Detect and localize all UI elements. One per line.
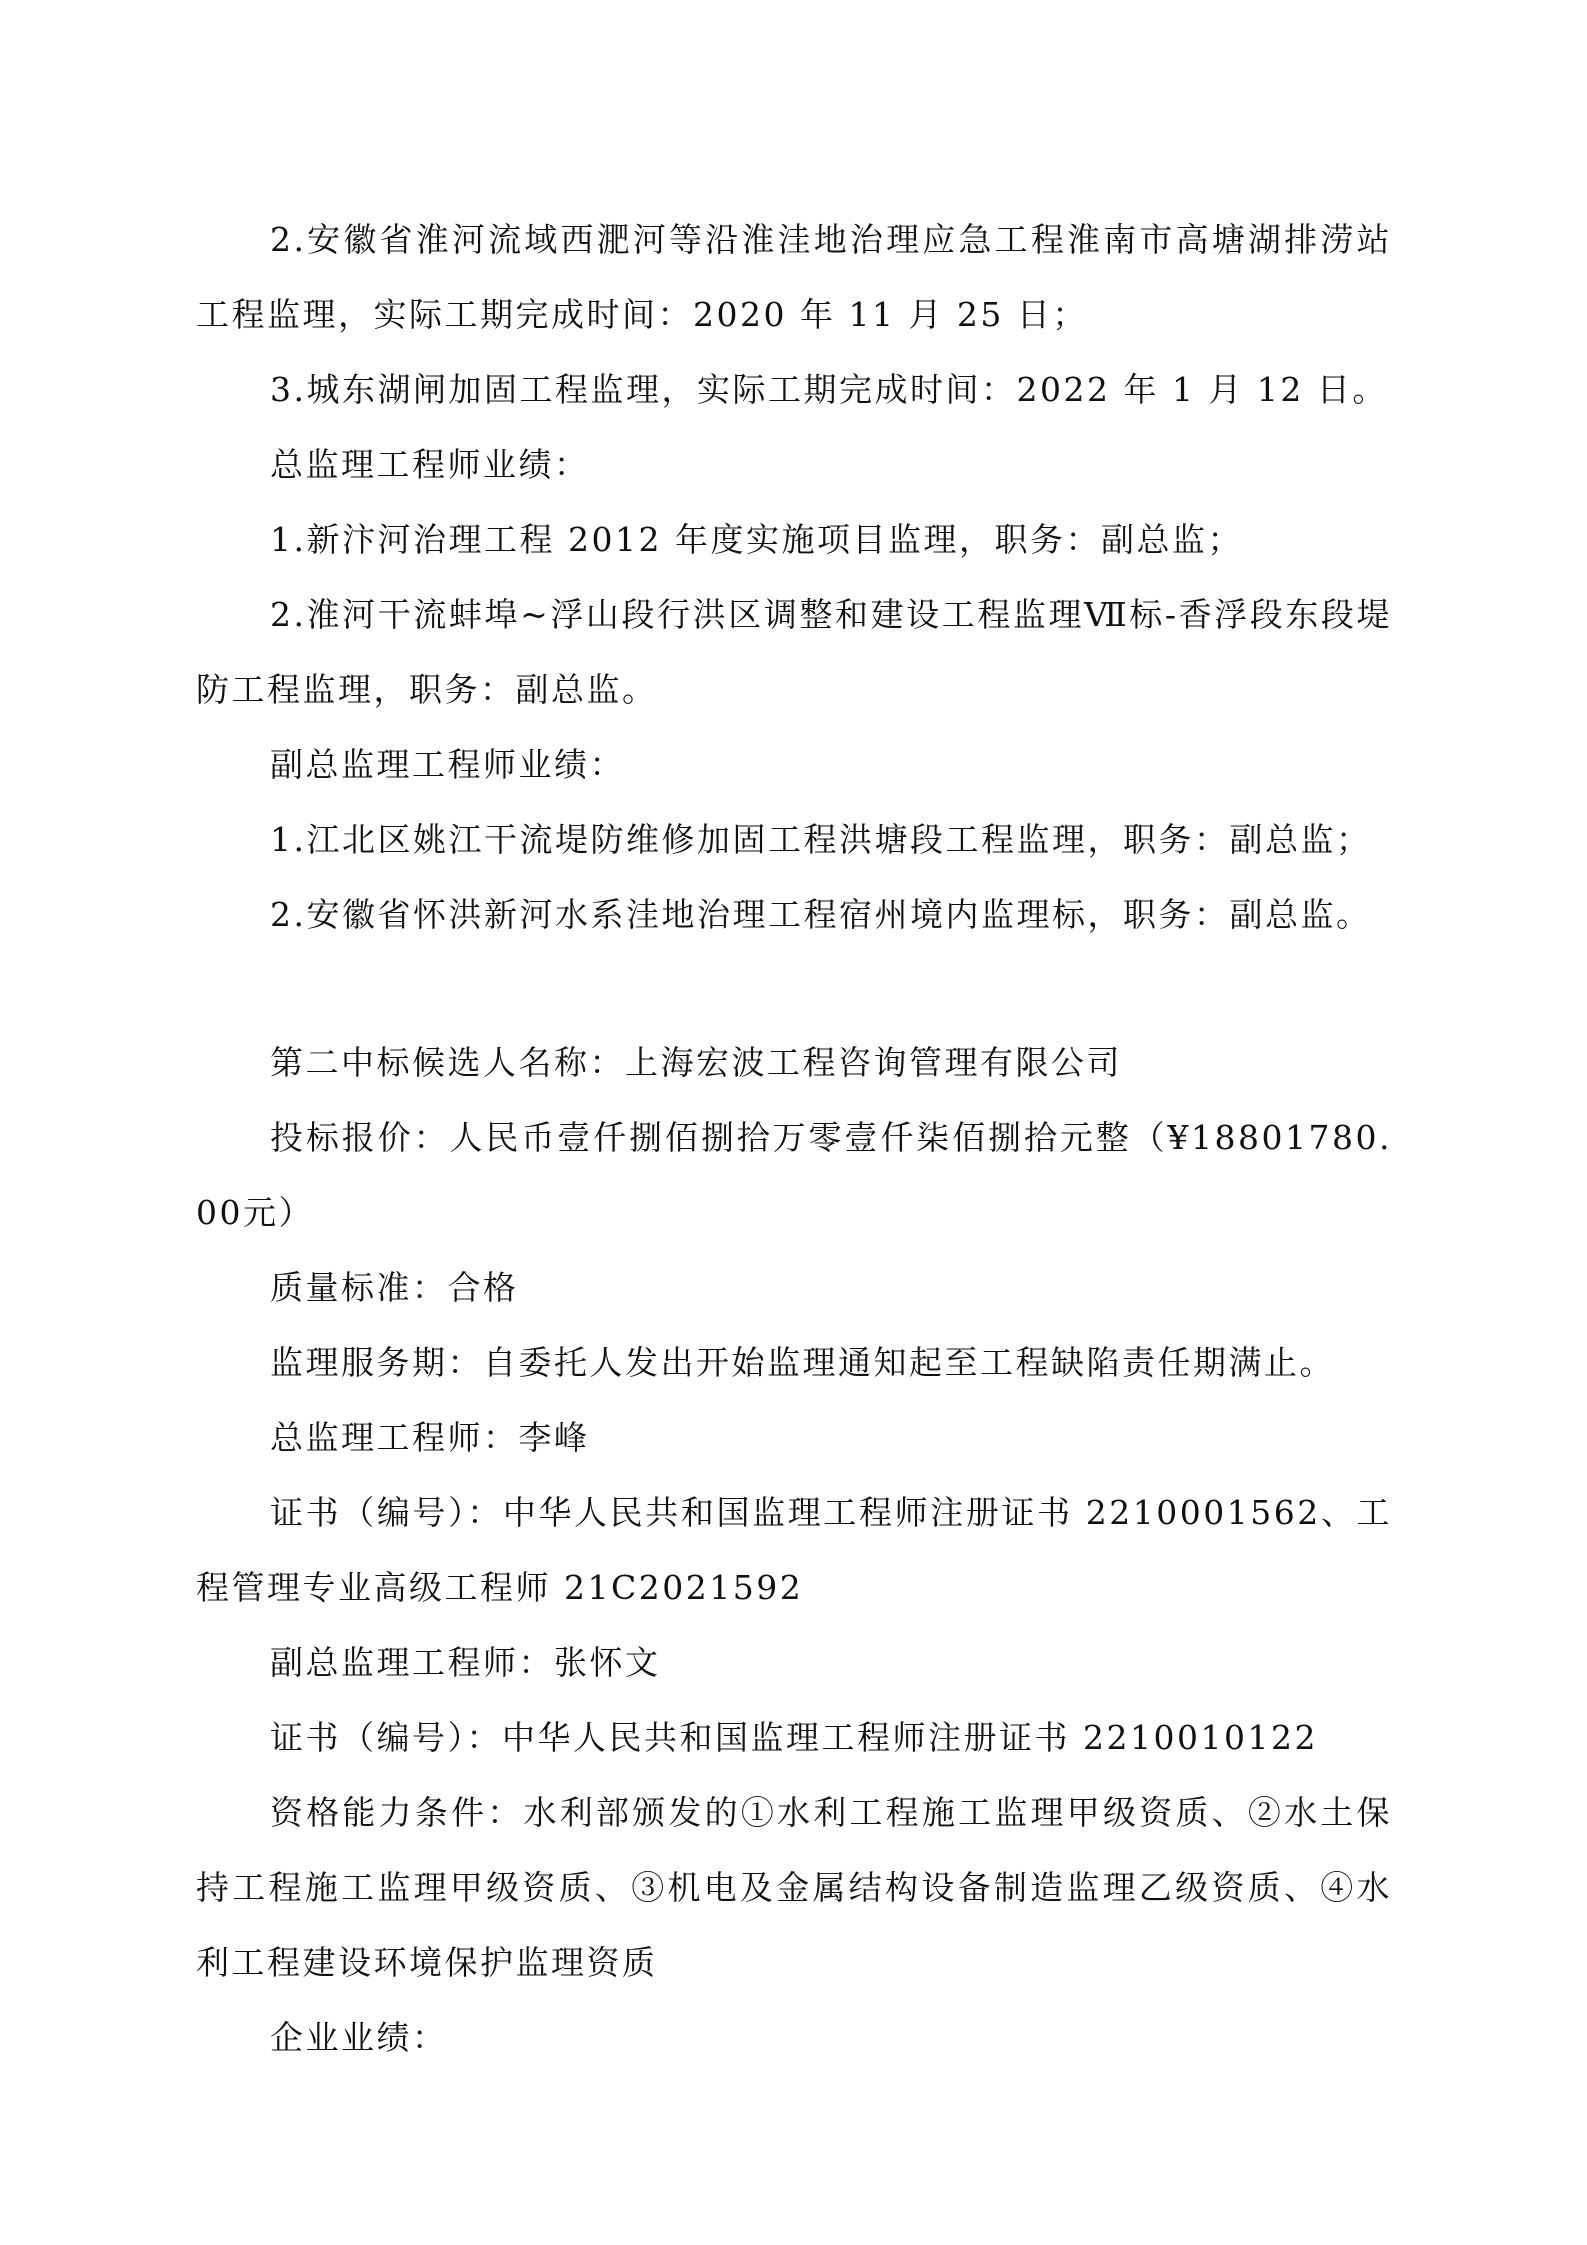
paragraph-second-candidate-name: 第二中标候选人名称：上海宏波工程咨询管理有限公司 bbox=[270, 1043, 1122, 1082]
heading-company-performance: 企业业绩： bbox=[270, 2018, 448, 2057]
paragraph-chief-supervisor: 总监理工程师：李峰 bbox=[270, 1418, 590, 1457]
paragraph-qualification: 资格能力条件：水利部颁发的①水利工程施工监理甲级资质、②水土保持工程施工监理甲级资质、③机电及金属结构设备制造监理乙级资质、④水利工程建设环境保护监理资质 bbox=[196, 1793, 1392, 1982]
heading-chief-supervisor-performance: 总监理工程师业绩： bbox=[270, 445, 590, 484]
paragraph-quality-standard: 质量标准：合格 bbox=[270, 1268, 519, 1307]
paragraph-deputy-certificate: 证书（编号）：中华人民共和国监理工程师注册证书 2210010122 bbox=[270, 1718, 1318, 1757]
heading-deputy-supervisor-performance: 副总监理工程师业绩： bbox=[270, 745, 625, 784]
paragraph-performance-3: 3.城东湖闸加固工程监理，实际工期完成时间：2022 年 1 月 12 日。 bbox=[270, 370, 1388, 409]
paragraph-chief-performance-2: 2.淮河干流蚌埠~浮山段行洪区调整和建设工程监理Ⅶ标-香浮段东段堤防工程监理，职务：副总监。 bbox=[196, 595, 1392, 709]
paragraph-deputy-supervisor: 副总监理工程师：张怀文 bbox=[270, 1643, 661, 1682]
paragraph-chief-certificate: 证书（编号）：中华人民共和国监理工程师注册证书 2210001562、工程管理专业高级工程师 21C2021592 bbox=[196, 1493, 1392, 1607]
paragraph-bid-price: 投标报价：人民币壹仟捌佰捌拾万零壹仟柒佰捌拾元整（¥18801780.00元） bbox=[196, 1118, 1392, 1232]
paragraph-deputy-performance-1: 1.江北区姚江干流堤防维修加固工程洪塘段工程监理，职务：副总监； bbox=[270, 820, 1372, 859]
paragraph-performance-2: 2.安徽省淮河流域西淝河等沿淮洼地治理应急工程淮南市高塘湖排涝站工程监理，实际工期完成时间：2020 年 11 月 25 日； bbox=[196, 220, 1392, 334]
paragraph-service-period: 监理服务期：自委托人发出开始监理通知起至工程缺陷责任期满止。 bbox=[270, 1343, 1335, 1382]
paragraph-deputy-performance-2: 2.安徽省怀洪新河水系洼地治理工程宿州境内监理标，职务：副总监。 bbox=[270, 895, 1372, 934]
paragraph-chief-performance-1: 1.新汴河治理工程 2012 年度实施项目监理，职务：副总监； bbox=[270, 520, 1243, 559]
